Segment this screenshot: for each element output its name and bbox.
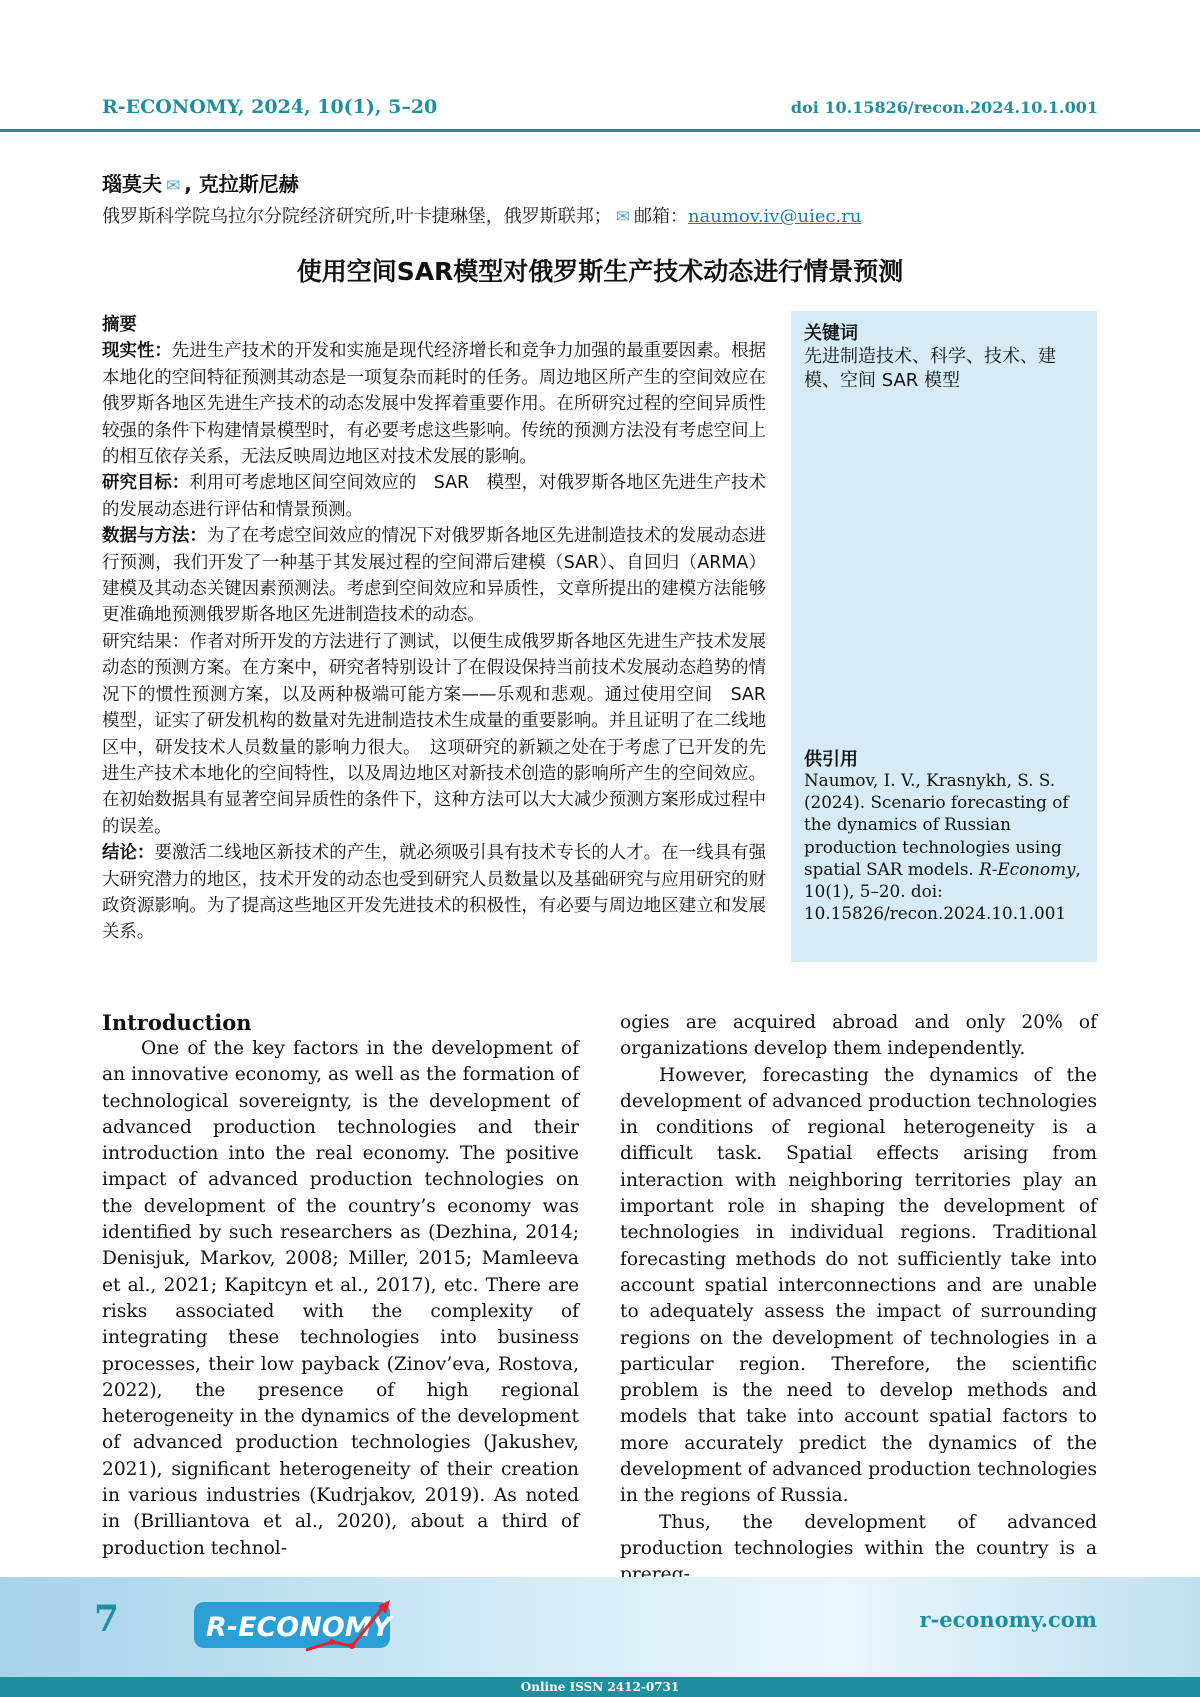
citation-text <box>804 769 1089 924</box>
envelope-icon[interactable]: ✉ <box>166 176 180 196</box>
intro-heading: Introduction <box>102 1010 579 1036</box>
doi-header[interactable]: doi 10.15826/recon.2024.10.1.001 <box>791 98 1098 117</box>
website-link[interactable]: r-economy.com <box>919 1607 1097 1632</box>
relevance-label: 现实性： <box>102 341 172 361</box>
author-email-link[interactable]: naumov.iv@uiec.ru <box>688 206 862 227</box>
r-economy-logo[interactable] <box>194 1596 414 1654</box>
abstract-relevance <box>102 338 766 470</box>
affiliation-text: 俄罗斯科学院乌拉尔分院经济研究所,叶卡捷琳堡，俄罗斯联邦； <box>102 206 612 227</box>
abstract-results: 研究结果：作者对所开发的方法进行了测试，以便生成俄罗斯各地区先进生产技术发展动态的预测方案。在方案中，研究者特别设计了在假设保持当前技术发展动态趋势的情况下的惯性预测方案，以及两种极端可能方案——乐观和悲观。通过使用空间 SAR 模型，证实了研发机构的数量对先进制造技术生成量的重要影响。并且证明了在二线地区中，研发技术人员数量的影响力很大。 这项研究的新颖之处在于考虑了已开发的先进生产技术本地化的空间特性，以及周边地区对新技术创造的影响所产生的空间效应。在初始数据具有显著空间异质性的条件下，这种方法可以大大减少预测方案形成过程中的误差。 <box>102 629 766 840</box>
article-title: 使用空间SAR模型对俄罗斯生产技术动态进行情景预测 <box>0 252 1200 288</box>
methods-text: 为了在考虑空间效应的情况下对俄罗斯各地区先进制造技术的发展动态进行预测，我们开发了一种基于其发展过程的空间滞后建模（SAR）、自回归（ARMA）建模及其动态关键因素预测法。考虑到空间效应和异质性，文章所提出的建模方法能够更准确地预测俄罗斯各地区先进制造技术的动态。 <box>102 526 766 625</box>
citation-heading: 供引用 <box>804 745 858 771</box>
author-name-1: 瑙莫夫 <box>102 172 162 196</box>
page-number: 7 <box>94 1598 119 1640</box>
abstract-methods <box>102 523 766 629</box>
header-divider <box>0 129 1200 132</box>
body-paragraph: One of the key factors in the development of an innovative economy, as well as the formation of technological sovereignty, is the development of advanced production technologies and their introduction into the real economy. The positive impact of advanced production technologies on the development of the country’s economy was identified by such researchers as (Dezhina, 2014; Denisjuk, Markov, 2008; Miller, 2015; Mamleeva et al., 2021; Kapitcyn et al., 2017), etc. There are risks associated with the complexity of integrating these technologies into business processes, their low payback (Zinov’eva, Rostova, 2022), the presence of high regional heterogeneity in the dynamics of the development of advanced production technologies (Jakushev, 2021), significant heterogeneity of their creation in various industries (Kudrjakov, 2019). As noted in (Brilliantova et al., 2020), about a third of production technol- <box>102 1036 579 1562</box>
goal-text: 利用可考虑地区间空间效应的 SAR 模型，对俄罗斯各地区先进生产技术的发展动态进行评估和情景预测。 <box>102 473 766 519</box>
author-line <box>102 168 299 197</box>
body-paragraph: Thus, the development of advanced production technologies within the country is a prereq- <box>620 1510 1097 1589</box>
abstract-heading: 摘要 <box>102 312 766 338</box>
journal-header: R-ECONOMY, 2024, 10(1), 5–20 <box>102 96 437 118</box>
goal-label: 研究目标： <box>102 473 189 493</box>
citation-post: , 10(1), 5–20. doi: 10.15826/recon.2024.10.1.001 <box>804 859 1081 923</box>
citation-journal: R-Economy <box>979 859 1075 879</box>
abstract <box>102 312 766 946</box>
body-paragraph: However, forecasting the dynamics of the development of advanced production technologies in conditions of regional heterogeneity is a difficult task. Spatial effects arising from interaction with neighboring territories play an important role in shaping the development of technologies in individual regions. Traditional forecasting methods do not sufficiently take into account spatial interconnections and are unable to adequately assess the impact of surrounding regions on the development of technologies in a particular region. Therefore, the scientific problem is the need to develop methods and models that take into account spatial factors to more accurately predict the dynamics of the development of advanced production technologies in the regions of Russia. <box>620 1063 1097 1510</box>
conclusion-text: 要激活二线地区新技术的产生，就必须吸引具有技术专长的人才。在一线具有强大研究潜力的地区，技术开发的动态也受到研究人员数量以及基础研究与应用研究的财政资源影响。为了提高这些地区开发先进技术的积极性，有必要与周边地区建立和发展关系。 <box>102 843 766 942</box>
body-column-left <box>102 1010 579 1562</box>
body-column-right <box>620 1010 1097 1589</box>
affiliation <box>102 202 861 228</box>
abstract-goal <box>102 470 766 523</box>
logo-text: R-ECONOMY <box>206 1612 394 1643</box>
logo-dot <box>349 1643 355 1649</box>
methods-label: 数据与方法： <box>102 526 207 546</box>
body-paragraph: ogies are acquired abroad and only 20% of organizations develop them independently. <box>620 1010 1097 1063</box>
info-sidebar <box>791 311 1097 962</box>
envelope-icon: ✉ <box>616 207 630 227</box>
logo-dot <box>329 1639 335 1645</box>
issn: Online ISSN 2412-0731 <box>0 1680 1200 1694</box>
conclusion-label: 结论： <box>102 843 154 863</box>
author-name-2: , 克拉斯尼赫 <box>184 172 299 196</box>
citation-pre: Naumov, I. V., Krasnykh, S. S. (2024). Scenario forecasting of the dynamics of Russian production technologies using spatial SAR models. <box>804 770 1069 879</box>
abstract-conclusion <box>102 840 766 946</box>
keywords-heading: 关键词 <box>804 319 858 345</box>
email-label: 邮箱： <box>634 206 688 227</box>
relevance-text: 先进生产技术的开发和实施是现代经济增长和竞争力加强的最重要因素。根据本地化的空间特征预测其动态是一项复杂而耗时的任务。周边地区所产生的空间效应在俄罗斯各地区先进生产技术的动态发展中发挥着重要作用。在所研究过程的空间异质性较强的条件下构建情景模型时，有必要考虑这些影响。传统的预测方法没有考虑空间上的相互依存关系，无法反映周边地区对技术发展的影响。 <box>102 341 766 467</box>
keywords-text: 先进制造技术、科学、技术、建模、空间 SAR 模型 <box>804 345 1089 393</box>
